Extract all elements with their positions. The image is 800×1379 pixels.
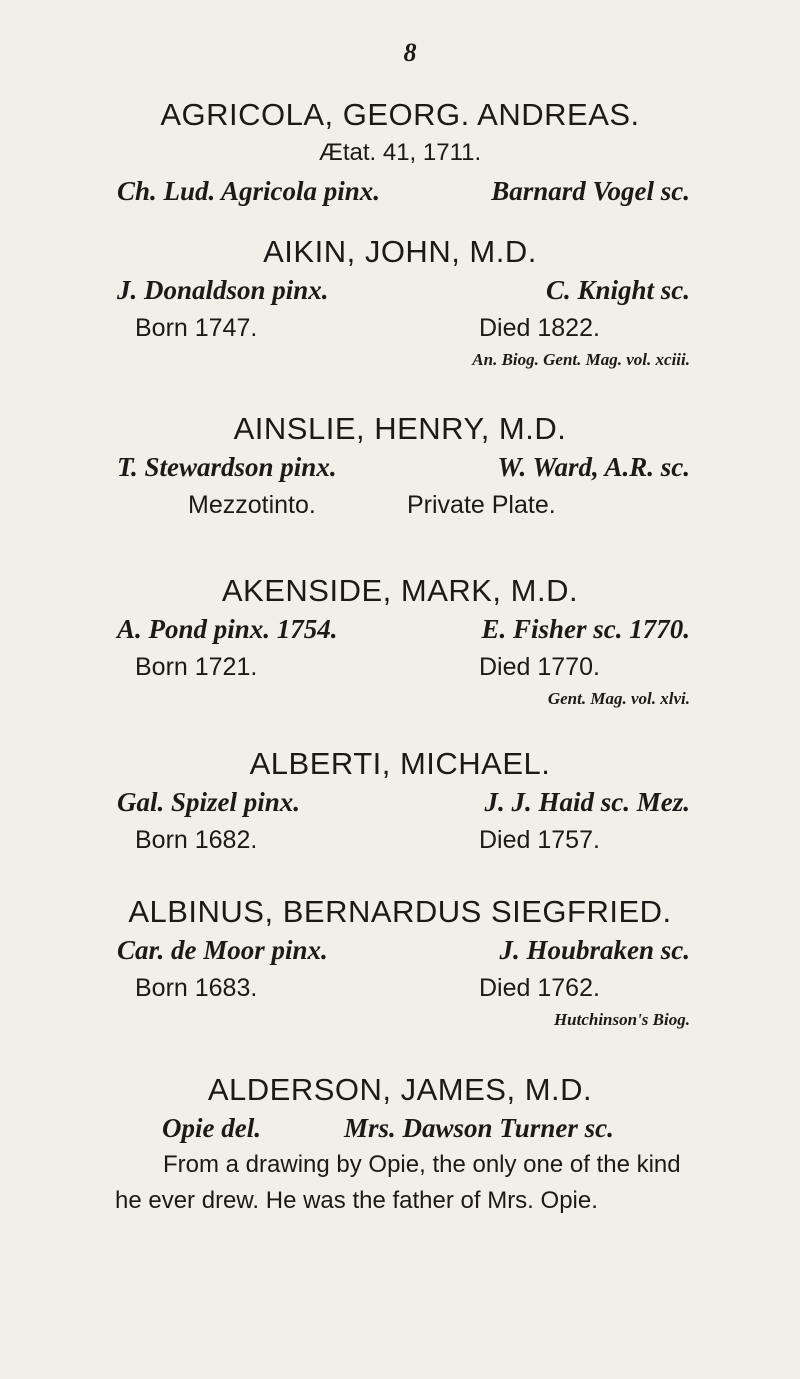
entry-engraver: J. Houbraken sc. (499, 935, 690, 965)
entry-died: Died 1770. (479, 653, 600, 681)
entry-name: AKENSIDE, MARK, M.D. (221, 573, 579, 608)
entry-note-line2: he ever drew. He was the father of Mrs. Opie. (115, 1187, 598, 1214)
entry-born: Born 1747. (135, 314, 258, 342)
entry-painter: T. Stewardson pinx. (117, 452, 337, 482)
entry-engraver: W. Ward, A.R. sc. (497, 452, 690, 482)
entry-died: Died 1762. (479, 974, 600, 1002)
entry-died: Died 1822. (479, 314, 600, 342)
entry-died: Died 1757. (479, 826, 600, 854)
entry-painter: Opie del. (162, 1113, 261, 1143)
entry-born: Born 1683. (135, 974, 258, 1002)
entry-born: Born 1682. (135, 826, 258, 854)
entry-painter: Ch. Lud. Agricola pinx. (117, 176, 381, 206)
page-number: 8 (403, 38, 417, 67)
entry-engraver: E. Fisher sc. 1770. (481, 614, 690, 644)
entry-name: AINSLIE, HENRY, M.D. (233, 411, 567, 446)
entry-source: Hutchinson's Biog. (553, 1010, 690, 1029)
entry-medium: Mezzotinto. (188, 491, 316, 519)
entry-source: Gent. Mag. vol. xlvi. (547, 689, 690, 708)
entry-engraver: Barnard Vogel sc. (491, 176, 690, 206)
entry-agricola (0, 96, 800, 210)
entry-albinus (0, 893, 800, 1035)
entry-painter: A. Pond pinx. 1754. (117, 614, 338, 644)
entry-alberti (0, 745, 800, 859)
entry-akenside (0, 572, 800, 714)
entry-painter: J. Donaldson pinx. (117, 275, 329, 305)
entry-name: ALDERSON, JAMES, M.D. (207, 1072, 593, 1107)
entry-engraver: C. Knight sc. (545, 275, 690, 305)
entry-note-line1: From a drawing by Opie, the only one of the kind (163, 1151, 681, 1178)
entry-name: ALBINUS, BERNARDUS SIEGFRIED. (128, 894, 672, 929)
entry-aikin (0, 233, 800, 375)
entry-engraver: J. J. Haid sc. Mez. (484, 787, 690, 817)
entry-alderson (0, 1071, 800, 1219)
entry-name: AGRICOLA, GEORG. ANDREAS. (160, 97, 640, 132)
entry-plate: Private Plate. (407, 491, 556, 519)
entry-engraver: Mrs. Dawson Turner sc. (344, 1113, 614, 1143)
entry-painter: Gal. Spizel pinx. (117, 787, 301, 817)
entry-age-date: Ætat. 41, 1711. (318, 139, 482, 166)
entry-source: An. Biog. Gent. Mag. vol. xciii. (472, 350, 690, 369)
entry-born: Born 1721. (135, 653, 258, 681)
entry-name: ALBERTI, MICHAEL. (249, 746, 551, 781)
entry-name: AIKIN, JOHN, M.D. (263, 234, 537, 269)
entry-painter: Car. de Moor pinx. (117, 935, 328, 965)
entry-ainslie (0, 410, 800, 524)
